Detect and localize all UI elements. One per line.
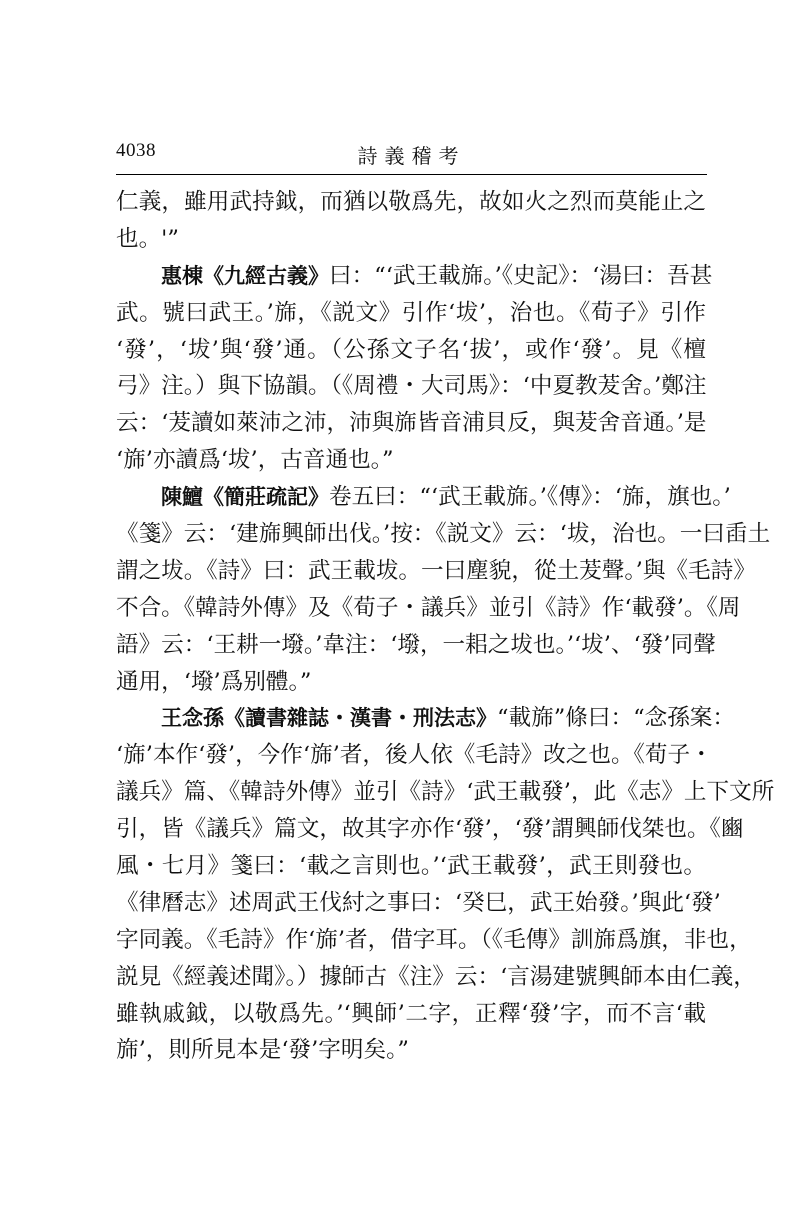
body-text xyxy=(116,184,775,1069)
page-number: 4038 xyxy=(116,140,156,161)
text-line: 《律曆志》述周武王伐紂之事曰：‘癸巳，武王始發。’與此‘發’ xyxy=(116,889,721,916)
text-line: 風・七月》箋曰：‘載之言則也。’‘武王載發’，武王則發也。 xyxy=(116,853,706,880)
text-line: 通用，‘墢’爲别體。” xyxy=(116,668,312,695)
text-line: 《箋》云：‘建旆興師出伐。’按：《説文》云：‘坺，治也。一曰臿土 xyxy=(116,521,771,548)
text-line: ‘發’，‘坺’與‘發’通。（公孫文子名‘拔’，或作‘發’。見《檀 xyxy=(116,336,706,363)
text-line: 雖執戚鉞，以敬爲先。’‘興師’二字，正釋‘發’字，而不言‘載 xyxy=(116,1000,706,1027)
text-line: 弓》注。）與下協韻。（《周禮・大司馬》：‘中夏教茇舍。’鄭注 xyxy=(116,373,707,400)
cited-work: 陳鱣《簡莊疏記》 xyxy=(161,485,329,510)
text-line: 惠棟《九經古義》曰：“‘武王載旆。’《史記》：‘湯曰：吾甚 xyxy=(161,262,713,289)
cited-work: 惠棟《九經古義》 xyxy=(161,263,329,288)
text-line: 不合。《韓詩外傳》及《荀子・議兵》並引《詩》作‘載發’。《周 xyxy=(116,594,741,621)
running-title: 詩義稽考 xyxy=(357,144,466,168)
text-line: ‘旆’亦讀爲‘坺’，古音通也。” xyxy=(116,447,394,474)
running-header xyxy=(116,138,707,175)
text-line: 陳鱣《簡莊疏記》卷五曰：“‘武王載旆。’《傳》：‘旆，旗也。’ xyxy=(161,484,731,511)
text-line: 云：‘茇讀如萊沛之沛，沛與旆皆音浦貝反，與茇舍音通。’是 xyxy=(116,410,707,437)
text-line: 引，皆《議兵》篇文，故其字亦作‘發’，‘發’謂興師伐桀也。《豳 xyxy=(116,816,744,843)
text-line: 也。'” xyxy=(116,225,179,252)
text-line: 議兵》篇、《韓詩外傳》並引《詩》‘武王載發’，此《志》上下文所 xyxy=(116,779,775,806)
text-line: 旆’，則所見本是‘發’字明矣。” xyxy=(116,1037,409,1064)
cited-work: 王念孫《讀書雜誌・漢書・刑法志》 xyxy=(161,706,497,731)
text-line: 字同義。《毛詩》作‘旆’者，借字耳。（《毛傳》訓旆爲旗，非也， xyxy=(116,926,752,953)
text-line: 王念孫《讀書雜誌・漢書・刑法志》“載旆”條曰：“念孫案： xyxy=(161,705,735,732)
text-line: 謂之坺。《詩》曰：武王載坺。一曰塵貌，從土茇聲。’與《毛詩》 xyxy=(116,557,756,584)
text-line: 仁義，雖用武持鉞，而猶以敬爲先，故如火之烈而莫能止之 xyxy=(116,189,706,215)
text-line: ‘旆’本作‘發’，今作‘旆’者，後人依《毛詩》改之也。《荀子・ xyxy=(116,742,713,769)
text-line: 語》云：‘王耕一墢。’韋注：‘墢，一耜之坺也。’‘坺’、‘發’同聲 xyxy=(116,631,716,658)
text-line: 武。號曰武王。’旆，《説文》引作‘坺’，治也。《荀子》引作 xyxy=(116,299,706,326)
text-line: 説見《經義述聞》。）據師古《注》云：‘言湯建號興師本由仁義， xyxy=(116,963,756,990)
